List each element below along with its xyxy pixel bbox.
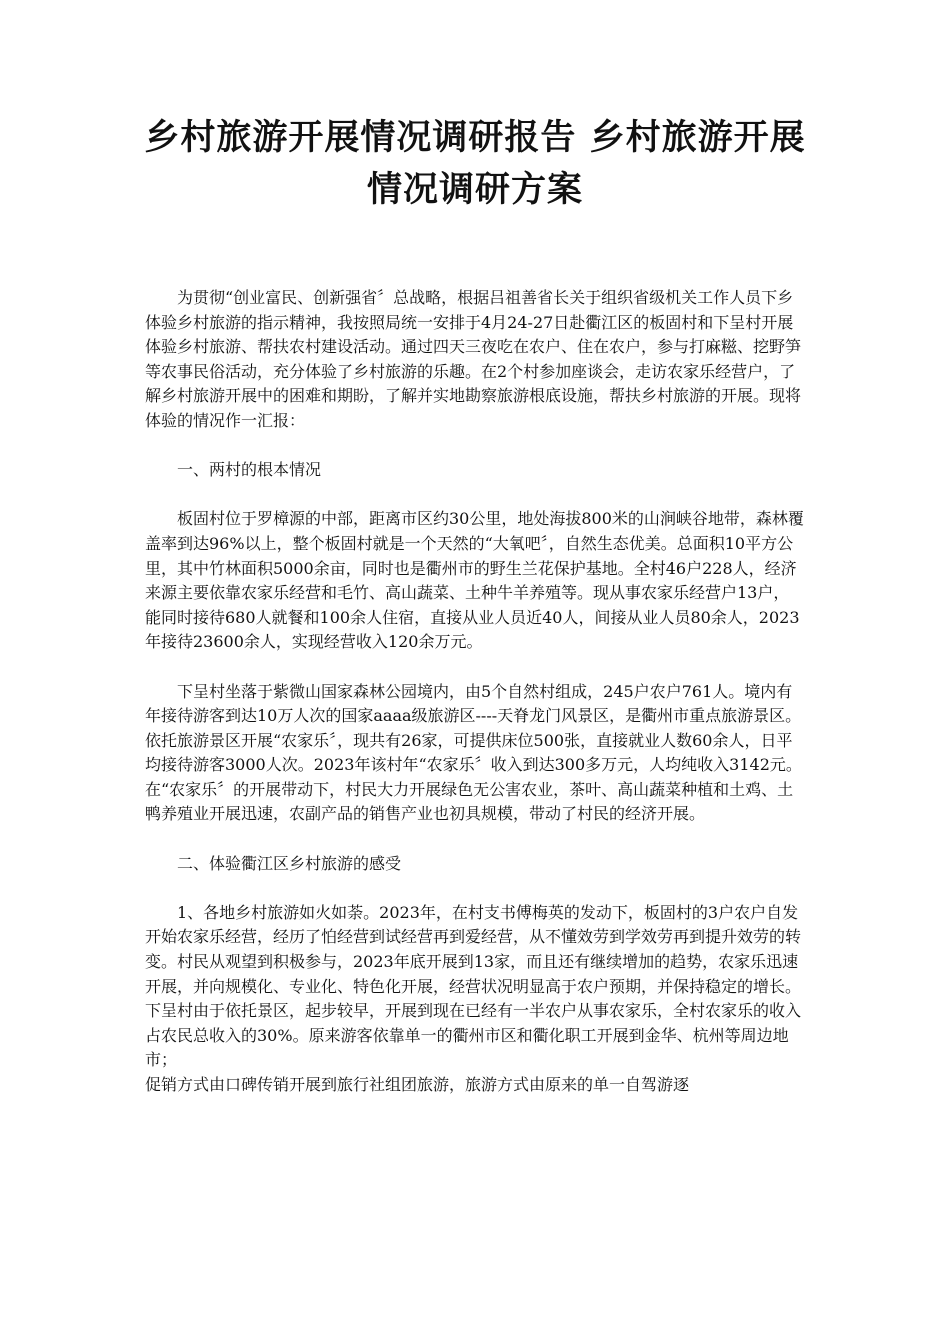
intro-paragraph: 为贯彻“创业富民、创新强省〞总战略，根据吕祖善省长关于组织省级机关工作人员下乡体验乡村旅游的指示精神，我按照局统一安排于4月24-27日赴衢江区的板固村和下呈村开展体验乡村旅游、帮扶农村建设活动。通过四天三夜吃在农户、住在农户，参与打麻糍、挖野笋等农事民俗活动，充分体验了乡村旅游的乐趣。在2个村参加座谈会，走访农家乐经营户，了解乡村旅游开展中的困难和期盼，了解并实地勘察旅游根底设施，帮扶乡村旅游的开展。现将体验的情况作一汇报： [145,288,802,430]
bangu-village-paragraph: 板固村位于罗樟源的中部，距离市区约30公里，地处海拔800米的山涧峡谷地带，森林覆盖率到达96%以上，整个板固村就是一个天然的“大氧吧〞，自然生态优美。总面积10平方公里，其中竹林面积5000余亩，同时也是衢州市的野生兰花保护基地。全村46户228人，经济来源主要依靠农家乐经营和毛竹、高山蔬菜、土种牛羊养殖等。现从事农家乐经营户13户，能同时接待680人就餐和100余人住宿，直接从业人员近40人，间接从业人员80余人，2023年接待23600余人，实现经营收入120余万元。 [145,509,804,652]
section-heading-1: 一、两村的根本情况 [177,460,322,480]
document-title: 乡村旅游开展情况调研报告 乡村旅游开展情况调研方案 [144,118,806,210]
experience-paragraph-continued: 促销方式由口碑传销开展到旅行社组团旅游，旅游方式由原来的单一自驾游逐 [145,1075,690,1094]
document-body [145,286,805,1098]
xiacheng-village-paragraph: 下呈村坐落于紫微山国家森林公园境内，由5个自然村组成，245户农户761人。境内有年接待游客到达10万人次的国家aaaa级旅游区----天脊龙门风景区，是衢州市重点旅游景区。依托旅游景区开展“农家乐〞，现共有26家，可提供床位500张，直接就业人数60余人，日平均接待游客3000人次。2023年该村年“农家乐〞收入到达300多万元，人均纯收入3142元。在“农家乐〞的开展带动下，村民大力开展绿色无公害农业，茶叶、高山蔬菜种植和土鸡、土鸭养殖业开展迅速，农副产品的销售产业也初具规模，带动了村民的经济开展。 [145,681,802,824]
experience-paragraph-1: 1、各地乡村旅游如火如荼。2023年，在村支书傅梅英的发动下，板固村的3户农户自发开始农家乐经营，经历了怕经营到试经营再到爱经营，从不懂效劳到学效劳再到提升效劳的转变。村民从观望到积极参与，2023年底开展到13家，而且还有继续增加的趋势，农家乐迅速开展，并向规模化、专业化、特色化开展，经营状况明显高于农户预期，并保持稳定的增长。下呈村由于依托景区，起步较早，开展到现在已经有一半农户从事农家乐，全村农家乐的收入占农民总收入的30%。原来游客依靠单一的衢州市区和衢化职工开展到金华、杭州等周边地市； [145,902,802,1070]
section-heading-2: 二、体验衢江区乡村旅游的感受 [177,853,402,873]
